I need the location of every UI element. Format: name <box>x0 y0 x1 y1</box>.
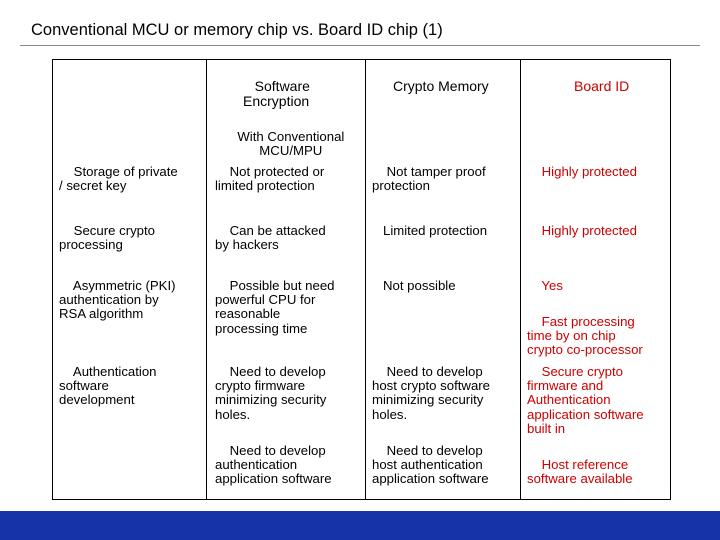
row-label-pki: Asymmetric (PKI) authentication by RSA algorithm <box>59 278 176 322</box>
cell-software-storage: Not protected or limited protection <box>215 164 325 194</box>
header-crypto-memory: Crypto Memory <box>393 78 489 94</box>
cell-software-crypto-processing: Can be attacked by hackers <box>215 223 326 253</box>
cell-crypto-auth: Need to develop host crypto software minimizing security holes. <box>372 364 491 422</box>
cell-software-auth: Need to develop crypto firmware minimizing security holes. <box>215 364 327 422</box>
cell-board-storage: Highly protected <box>527 164 637 179</box>
column-divider <box>206 59 207 500</box>
row-label-crypto-processing: Secure crypto processing <box>59 223 156 253</box>
cell-board-pki: Yes <box>527 278 563 293</box>
row-label-storage: Storage of private / secret key <box>59 164 178 194</box>
row-label-auth: Authentication software development <box>59 364 157 408</box>
cell-crypto-crypto-processing: Limited protection <box>372 223 488 238</box>
column-divider <box>365 59 366 500</box>
cell-crypto-storage: Not tamper proof protection <box>372 164 486 194</box>
cell-crypto-auth-2: Need to develop host authentication application software <box>372 443 489 487</box>
cell-board-crypto-processing: Highly protected <box>527 223 637 238</box>
cell-board-auth: Secure crypto firmware and Authentication application software built in <box>527 364 644 436</box>
title-divider <box>20 45 700 46</box>
cell-crypto-pki: Not possible <box>372 278 456 293</box>
cell-board-pki-extra: Fast processing time by on chip crypto co-processor <box>527 314 643 358</box>
cell-board-auth-2: Host reference software available <box>527 457 633 487</box>
column-divider <box>520 59 521 500</box>
header-board-id: Board ID <box>574 78 630 94</box>
header-software-subtitle: With Conventional MCU/MPU <box>237 129 345 159</box>
slide-title: Conventional MCU or memory chip vs. Board ID chip (1) <box>31 21 443 39</box>
cell-software-pki: Possible but need powerful CPU for reasonable processing time <box>215 278 335 336</box>
cell-software-auth-2: Need to develop authentication application software <box>215 443 332 487</box>
header-software-encryption: Software Encryption <box>243 78 310 109</box>
footer-bar <box>0 511 720 540</box>
